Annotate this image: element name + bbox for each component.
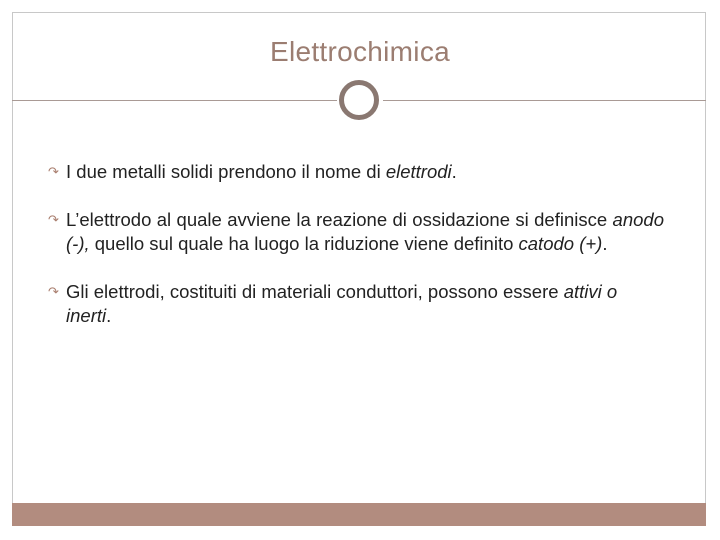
- bullet-text-part: quello sul quale ha luogo la riduzione viene definito: [89, 233, 519, 254]
- bullet-text-part: .: [451, 161, 457, 182]
- bullet-text-part-italic: attivi o inerti: [66, 281, 618, 326]
- slide-title: Elettrochimica: [269, 36, 451, 67]
- bullet-text: [66, 209, 664, 254]
- bullet-text: [66, 161, 457, 182]
- curved-bullet-icon: ↷: [48, 212, 59, 227]
- bullet-text-part: I due metalli solidi prendono il nome di: [66, 161, 386, 182]
- curved-bullet-icon: ↷: [48, 284, 59, 299]
- bullet-text: [66, 281, 617, 326]
- bullet-text-part: Gli elettrodi, costituiti di materiali conduttori, possono essere: [66, 281, 564, 302]
- ring-icon: [339, 80, 379, 120]
- bullet-text-part-italic: anodo (-),: [66, 209, 664, 254]
- bullet-text-part-italic: elettrodi: [385, 161, 452, 182]
- bullet-text-part: L’elettrodo al quale avviene la reazione di ossidazione si definisce: [66, 209, 613, 230]
- bullet-text-part: .: [602, 233, 608, 254]
- bullet-text-part: .: [106, 305, 112, 326]
- bullet-text-part-italic: catodo (+): [518, 233, 603, 254]
- title-divider-left: [12, 100, 337, 101]
- curved-bullet-icon: ↷: [48, 164, 59, 179]
- bullet-item-3: [48, 280, 664, 328]
- slide-body: [48, 160, 664, 352]
- footer-bar: [12, 503, 706, 526]
- bullet-item-2: [48, 208, 664, 256]
- title-divider-right: [383, 100, 706, 101]
- bullet-item-1: [48, 160, 664, 184]
